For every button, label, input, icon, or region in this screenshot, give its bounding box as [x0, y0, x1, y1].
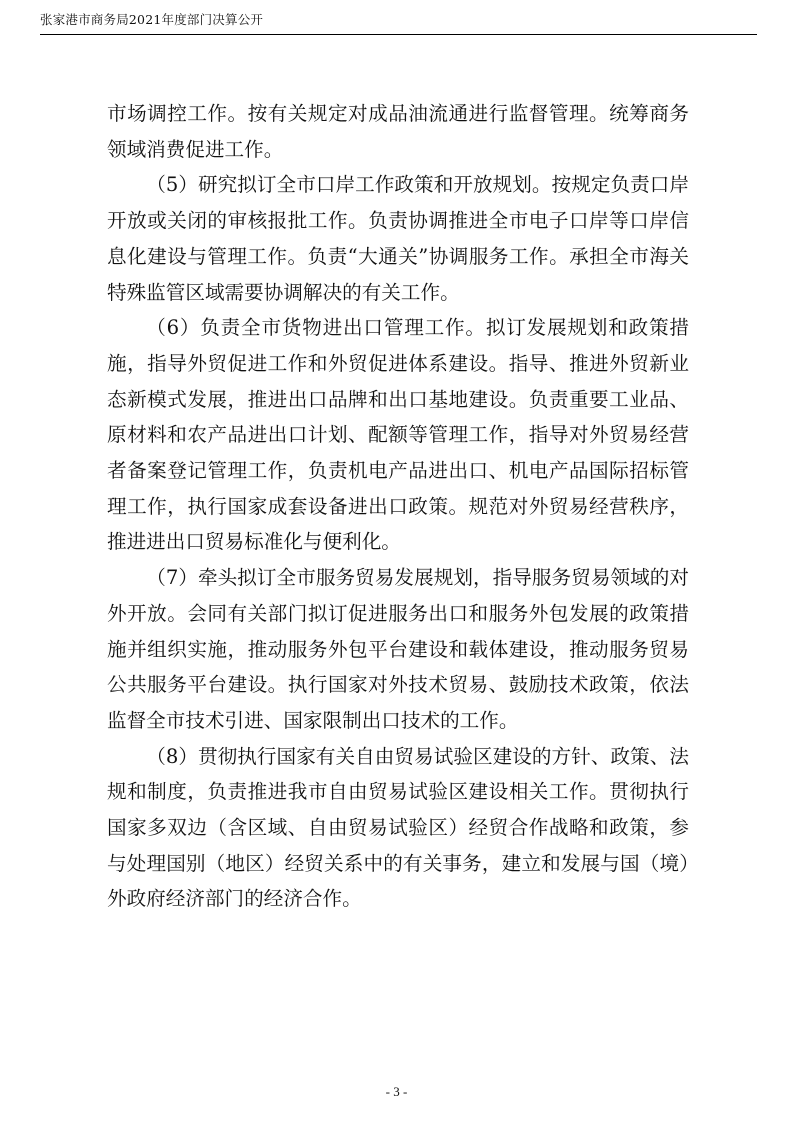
paragraph-item-8: （8）贯彻执行国家有关自由贸易试验区建设的方针、政策、法规和制度，负责推进我市自由贸易试验区建设相关工作。贯彻执行国家多双边（含区域、自由贸易试验区）经贸合作战略和政策，参与处理国别（地区）经贸关系中的有关事务，建立和发展与国（境）外政府经济部门的经济合作。: [107, 744, 689, 911]
page-number: - 3 -: [385, 1084, 408, 1099]
paragraph-item-7: （7）牵头拟订全市服务贸易发展规划，指导服务贸易领域的对外开放。会同有关部门拟订促进服务出口和服务外包发展的政策措施并组织实施，推动服务外包平台建设和载体建设，推动服务贸易公共服务平台建设。执行国家对外技术贸易、鼓励技术政策，依法监督全市技术引进、国家限制出口技术的工作。: [107, 566, 689, 732]
body-text: [107, 96, 689, 917]
header-rule: [40, 34, 757, 35]
paragraph-continued: 市场调控工作。按有关规定对成品油流通进行监督管理。统筹商务领域消费促进工作。: [107, 102, 689, 161]
paragraph-item-5: （5）研究拟订全市口岸工作政策和开放规划。按规定负责口岸开放或关闭的审核报批工作。负责协调推进全市电子口岸等口岸信息化建设与管理工作。负责“大通关”协调服务工作。承担全市海关特殊监管区域需要协调解决的有关工作。: [107, 173, 689, 304]
paragraph-item-6: （6）负责全市货物进出口管理工作。拟订发展规划和政策措施，指导外贸促进工作和外贸促进体系建设。指导、推进外贸新业态新模式发展，推进出口品牌和出口基地建设。负责重要工业品、原材料和农产品进出口计划、配额等管理工作，指导对外贸易经营者备案登记管理工作，负责机电产品进出口、机电产品国际招标管理工作，执行国家成套设备进出口政策。规范对外贸易经营秩序，推进进出口贸易标准化与便利化。: [107, 316, 689, 554]
running-header: 张家港市商务局2021年度部门决算公开: [40, 12, 264, 27]
